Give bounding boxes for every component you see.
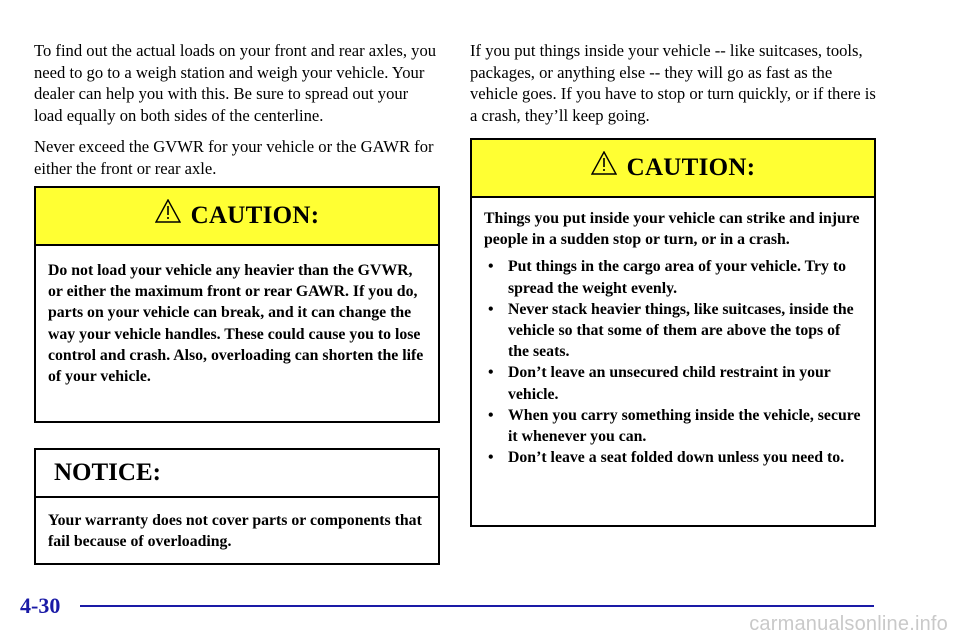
notice-title: NOTICE: [54, 459, 161, 486]
caution-text: Do not load your vehicle any heavier than the GVWR, or either the maximum front or rear GAWR. If you do, parts on your vehicle can break, and it can change the way your vehicle handles. These could cause you to lose control and crash. Also, overloading can shorten the life of your vehicle. [48, 262, 424, 386]
list-item: • Never stack heavier things, like suitcases, inside the vehicle so that some of them are above the tops of the seats. [488, 300, 854, 361]
page-number: 4-30 [20, 593, 61, 618]
footer-rule [80, 605, 874, 607]
list-item: • Put things in the cargo area of your vehicle. Try to spread the weight evenly. [488, 258, 846, 297]
warning-triangle-icon [155, 199, 181, 223]
notice-box [34, 448, 440, 565]
caution-title: CAUTION: [190, 202, 320, 229]
gvwr-paragraph: Never exceed the GVWR for your vehicle or the GAWR for either the front or rear axle. [34, 137, 434, 178]
caution-title: CAUTION: [626, 154, 756, 181]
watermark: carmanualsonline.info [749, 613, 948, 635]
list-item: • When you carry something inside the vehicle, secure it whenever you can. [488, 406, 861, 446]
warning-triangle-icon [591, 151, 617, 175]
caution-box-overload [34, 186, 440, 423]
caution-body [36, 246, 438, 387]
caution-header [36, 188, 438, 246]
caution-bullet-list [484, 256, 862, 468]
bullet-dot-icon: • [488, 406, 494, 424]
list-item: • Don’t leave an unsecured child restraint in your vehicle. [488, 364, 831, 403]
bullet-dot-icon: • [488, 449, 494, 467]
bullet-dot-icon: • [488, 364, 494, 382]
bullet-dot-icon: • [488, 258, 494, 276]
notice-text: Your warranty does not cover parts or components that fail because of overloading. [48, 512, 422, 551]
notice-body [36, 498, 438, 552]
right-column [470, 40, 876, 136]
caution-box-cargo [470, 138, 876, 527]
loose-items-paragraph: If you put things inside your vehicle -- like suitcases, tools, packages, or anything else -- they will go as fast as the vehicle goes. If you have to stop or turn quickly, or if there is a crash, they’ll keep going. [470, 41, 876, 125]
caution-intro: Things you put inside your vehicle can strike and injure people in a sudden stop or turn, or in a crash. [484, 210, 860, 249]
bullet-dot-icon: • [488, 300, 494, 318]
list-item: • Don’t leave a seat folded down unless you need to. [484, 447, 862, 468]
caution-header [472, 140, 874, 198]
notice-header [36, 450, 438, 498]
caution-body [472, 198, 874, 468]
axle-load-paragraph: To find out the actual loads on your front and rear axles, you need to go to a weigh station and weigh your vehicle. Your dealer can help you with this. Be sure to spread out your load equally on both sides of the centerline. [34, 41, 437, 125]
left-column [34, 40, 440, 190]
